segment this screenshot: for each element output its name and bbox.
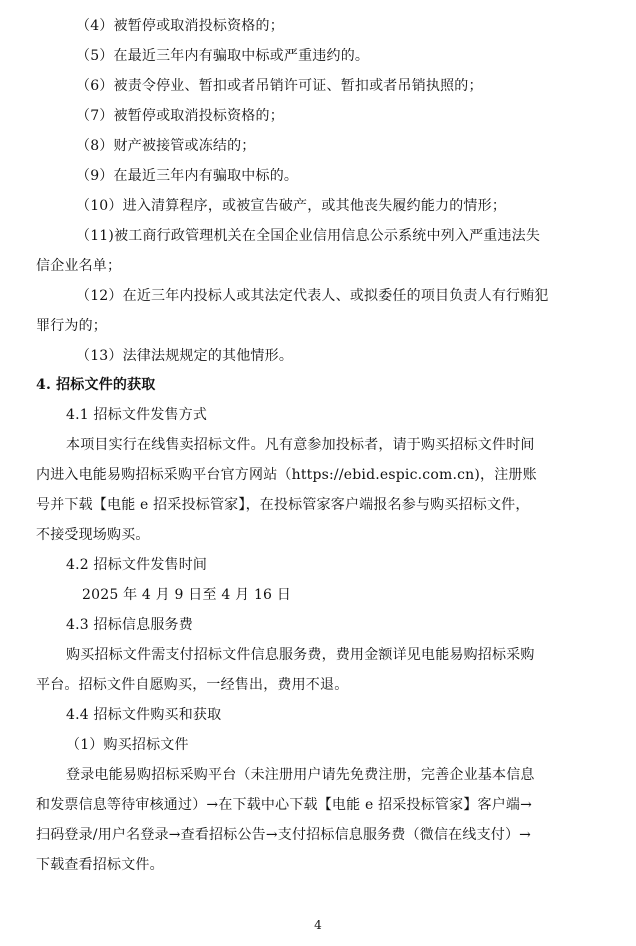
section-4-4-paragraph-line3: 扫码登录/用户名登录→查看招标公告→支付招标信息服务费（微信在线支付）→: [36, 827, 532, 843]
section-4-4-subheading: （1）购买招标文件: [66, 737, 189, 753]
list-item-12-line2: 罪行为的；: [36, 318, 107, 334]
section-4-2-heading: 4.2 招标文件发售时间: [66, 557, 208, 573]
list-item-7: （7）被暂停或取消投标资格的；: [76, 108, 284, 124]
list-item-9: （9）在最近三年内有骗取中标的。: [76, 168, 299, 184]
list-item-4: （4）被暂停或取消投标资格的；: [76, 18, 284, 34]
list-item-5: （5）在最近三年内有骗取中标或严重违约的。: [76, 48, 370, 64]
section-4-4-paragraph-line2: 和发票信息等待审核通过）→在下载中心下载【电能 e 招采投标管家】客户端→: [36, 797, 533, 813]
section-4-3-paragraph-line1: 购买招标文件需支付招标文件信息服务费，费用金额详见电能易购招标采购: [66, 647, 535, 663]
section-4-1-paragraph-line1: 本项目实行在线售卖招标文件。凡有意参加投标者，请于购买招标文件时间: [66, 437, 535, 453]
list-item-13: （13）法律法规规定的其他情形。: [76, 348, 294, 364]
list-item-12-line1: （12）在近三年内投标人或其法定代表人、或拟委任的项目负责人有行贿犯: [76, 288, 549, 304]
list-item-11-line2: 信企业名单；: [36, 258, 122, 274]
list-item-11-line1: （11)被工商行政管理机关在全国企业信用信息公示系统中列入严重违法失: [76, 228, 541, 244]
section-4-heading: 4. 招标文件的获取: [36, 377, 156, 393]
section-4-1-paragraph-line2: 内进入电能易购招标采购平台官方网站（https://ebid.espic.com.cn)，注册账: [36, 467, 537, 483]
section-4-1-paragraph-line3: 号并下载【电能 e 招采投标管家】，在投标管家客户端报名参与购买招标文件，: [36, 497, 530, 513]
section-4-2-date: 2025 年 4 月 9 日至 4 月 16 日: [82, 587, 292, 603]
section-4-3-paragraph-line2: 平台。招标文件自愿购买，一经售出，费用不退。: [36, 677, 349, 693]
page-number: 4: [314, 918, 322, 932]
section-4-1-heading: 4.1 招标文件发售方式: [66, 407, 208, 423]
list-item-10: （10）进入清算程序，或被宣告破产，或其他丧失履约能力的情形；: [76, 198, 507, 214]
section-4-4-heading: 4.4 招标文件购买和获取: [66, 707, 222, 723]
list-item-8: （8）财产被接管或冻结的；: [76, 138, 256, 154]
section-4-4-paragraph-line4: 下载查看招标文件。: [36, 857, 164, 873]
section-4-4-paragraph-line1: 登录电能易购招标采购平台（未注册用户请先免费注册，完善企业基本信息: [66, 767, 535, 783]
section-4-3-heading: 4.3 招标信息服务费: [66, 617, 193, 633]
section-4-1-paragraph-line4: 不接受现场购买。: [36, 527, 150, 543]
list-item-6: （6）被责令停业、暂扣或者吊销许可证、暂扣或者吊销执照的；: [76, 78, 483, 94]
